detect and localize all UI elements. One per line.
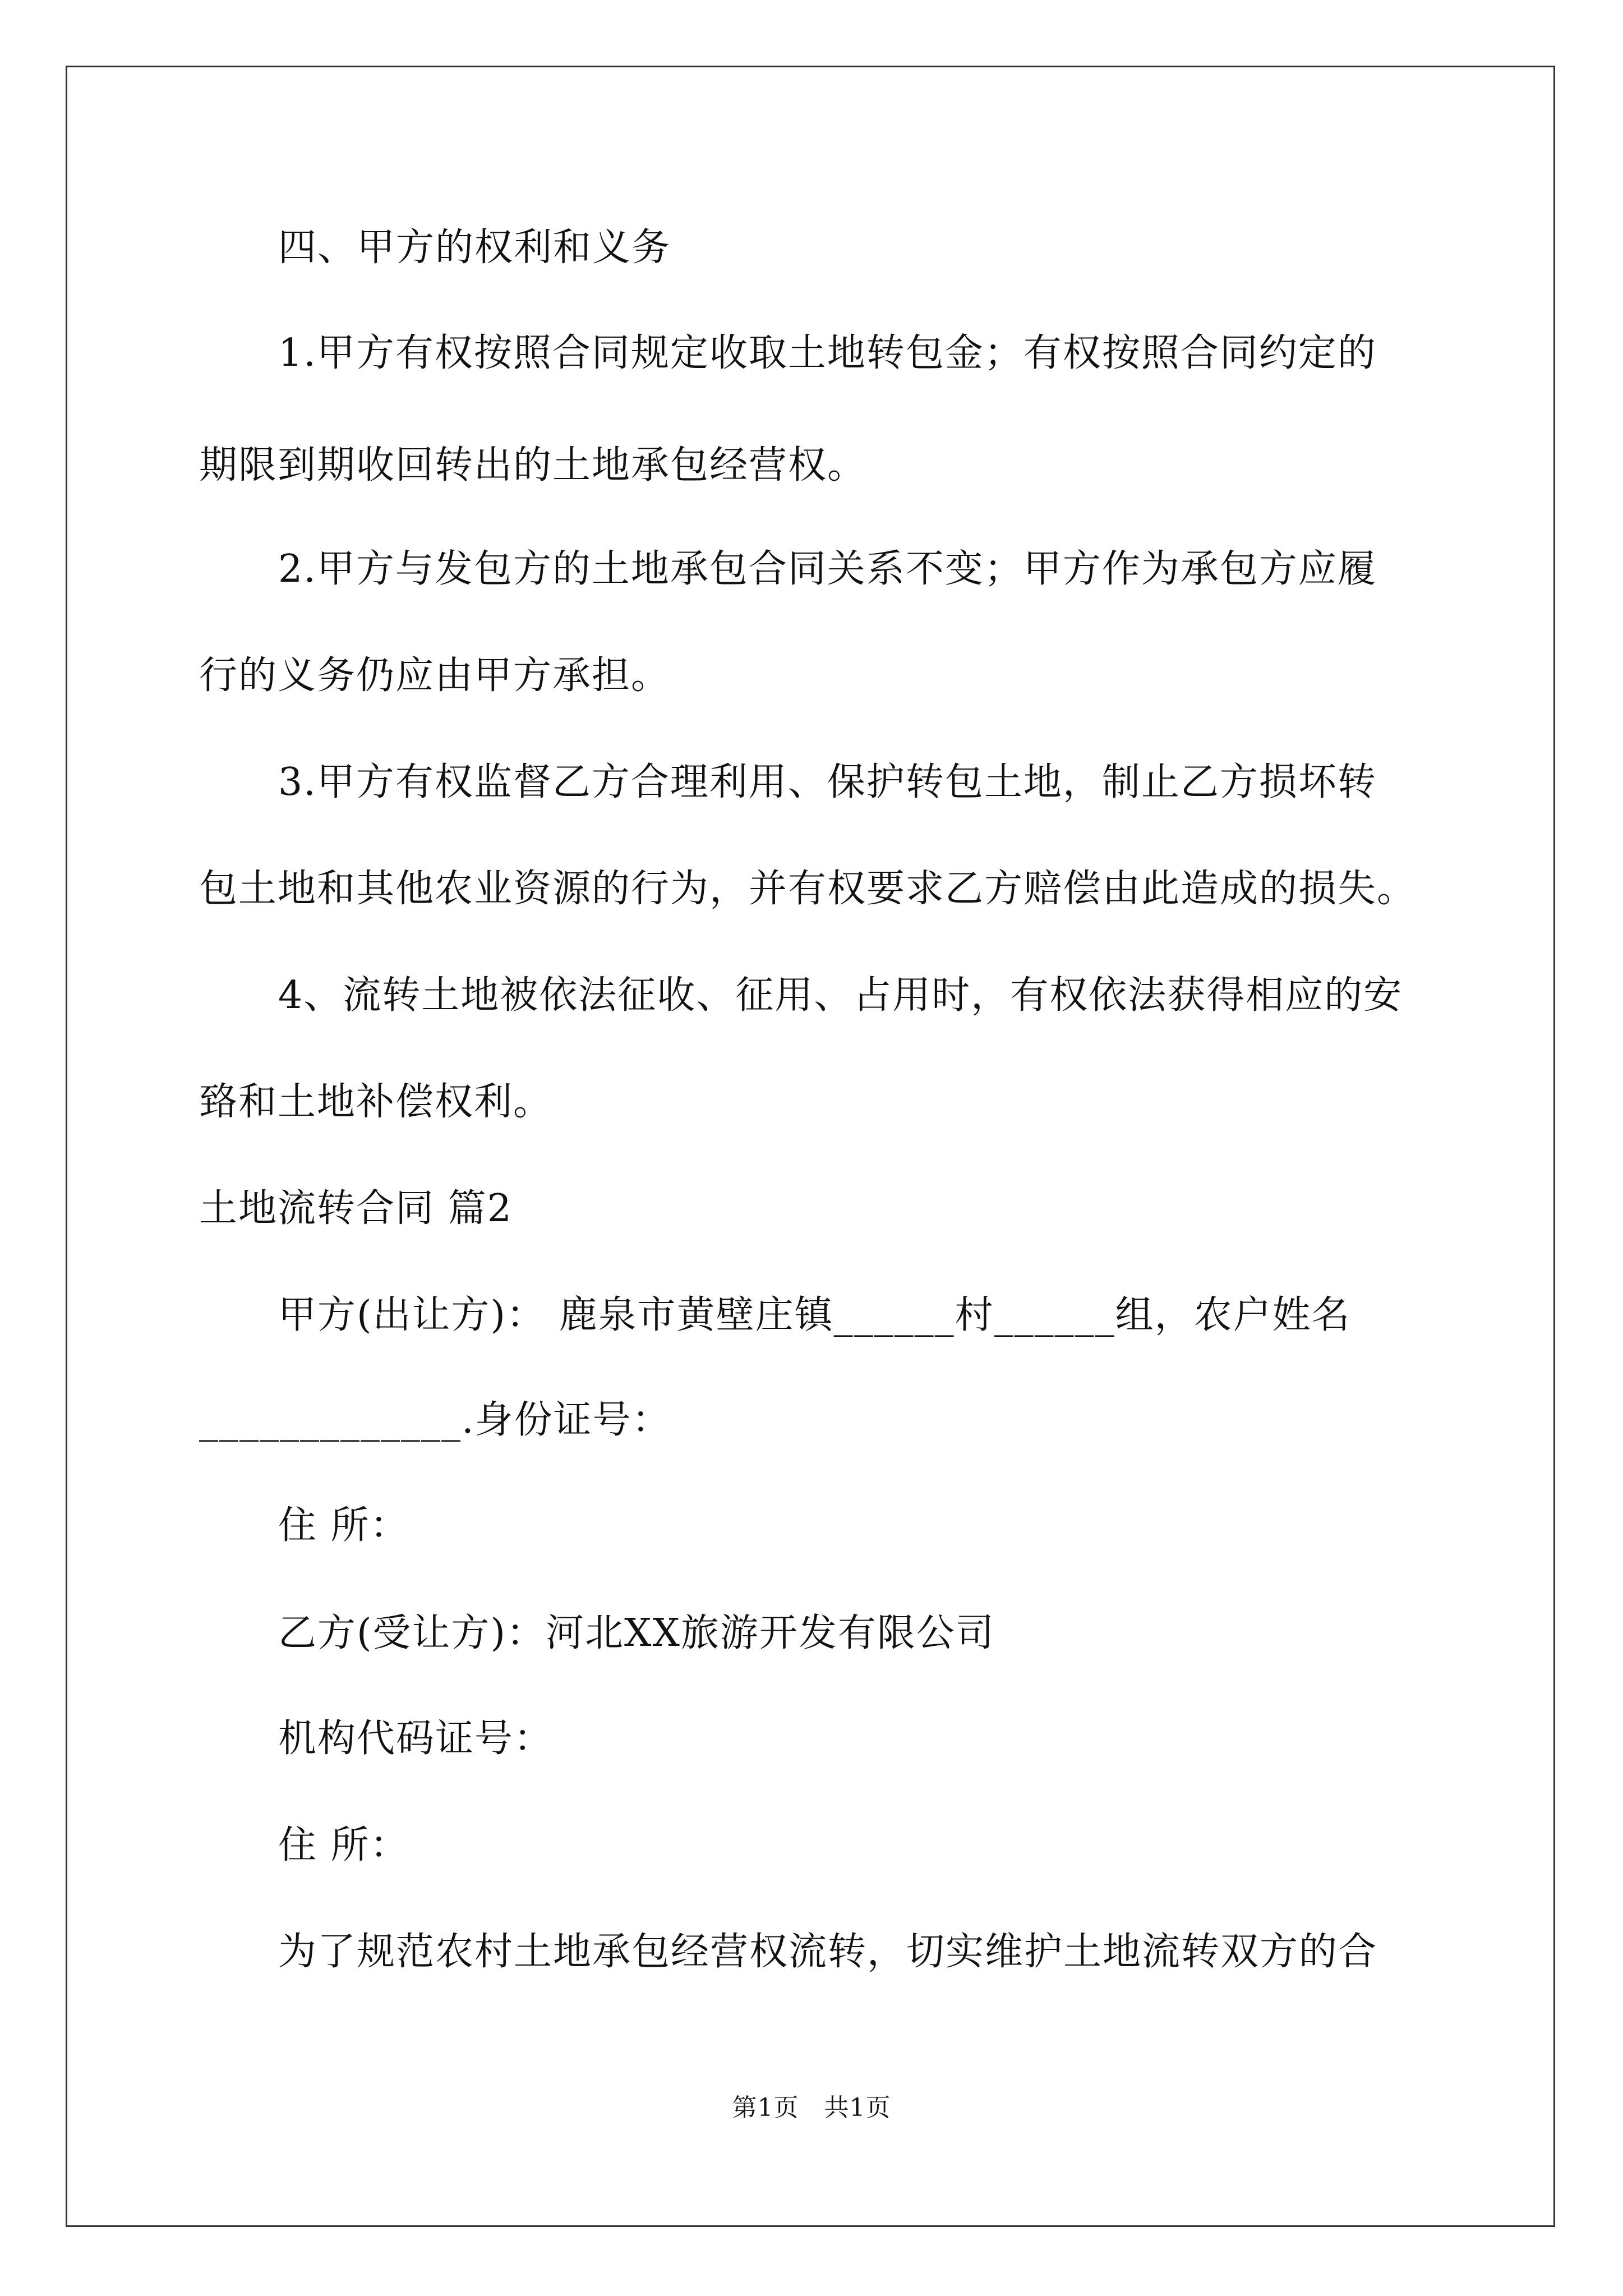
paragraph-line: 臵和土地补偿权利。 [199, 1080, 553, 1124]
paragraph-line: 为了规范农村土地承包经营权流转，切实维护土地流转双方的合 [278, 1930, 1378, 1974]
paragraph-line: 1.甲方有权按照合同规定收取土地转包金；有权按照合同约定的 [278, 331, 1377, 375]
page-footer: 第1页 共1页 [732, 2093, 891, 2122]
paragraph-line: 3.甲方有权监督乙方合理利用、保护转包土地，制止乙方损坏转 [278, 760, 1377, 804]
section-heading-4: 四、甲方的权利和义务 [278, 226, 671, 270]
paragraph-line: 行的义务仍应由甲方承担。 [199, 654, 671, 698]
paragraph-line: 包土地和其他农业资源的行为，并有权要求乙方赔偿由此造成的损失。 [199, 867, 1417, 911]
party-b-address: 住 所： [278, 1823, 409, 1867]
paragraph-line: 4、流转土地被依法征收、征用、占用时，有权依法获得相应的安 [278, 973, 1403, 1018]
party-a-line: 甲方(出让方)： 鹿泉市黄壁庄镇______村______组，农户姓名 [278, 1293, 1351, 1337]
paragraph-line: 期限到期收回转出的土地承包经营权。 [199, 443, 867, 487]
party-b-org-code: 机构代码证号： [278, 1717, 554, 1761]
party-a-id-line: _____________.身份证号： [199, 1398, 671, 1442]
page-border [66, 66, 1555, 2227]
party-a-address: 住 所： [278, 1503, 409, 1548]
contract-title: 土地流转合同 篇2 [199, 1186, 513, 1231]
paragraph-line: 2.甲方与发包方的土地承包合同关系不变；甲方作为承包方应履 [278, 547, 1377, 591]
party-b-line: 乙方(受让方)：河北XX旅游开发有限公司 [278, 1611, 995, 1655]
